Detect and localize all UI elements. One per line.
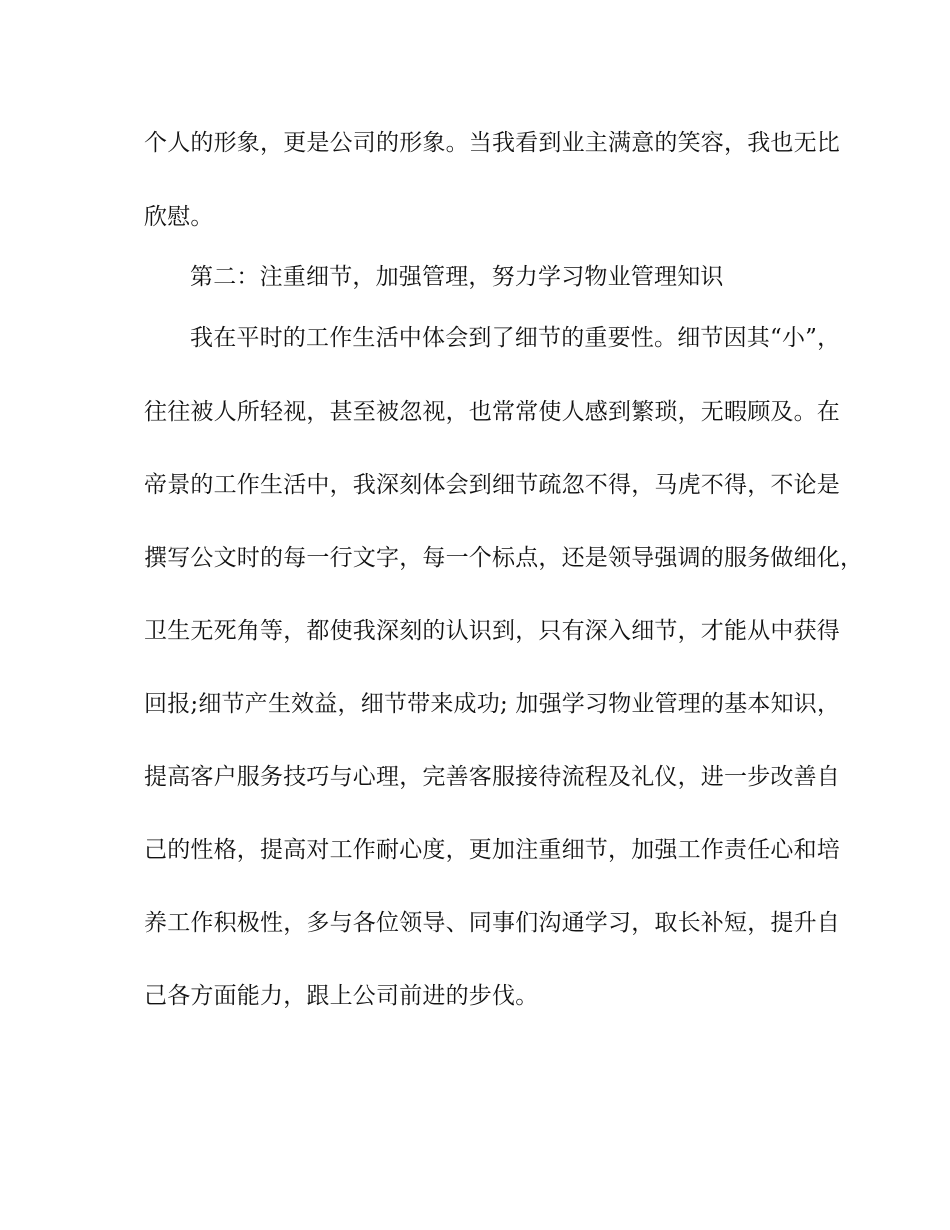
body-text-line: 回报;细节产生效益，细节带来成功; 加强学习物业管理的基本知识， xyxy=(144,691,841,717)
body-text-line: 养工作积极性，多与各位领导、同事们沟通学习，取长补短，提升自 xyxy=(144,910,840,936)
body-text-line: 我在平时的工作生活中体会到了细节的重要性。细节因其“小”， xyxy=(190,325,841,351)
body-text-line: 往往被人所轻视，甚至被忽视，也常常使人感到繁琐，无暇顾及。在 xyxy=(144,399,840,425)
body-text-line: 己各方面能力，跟上公司前进的步伐。 xyxy=(144,983,539,1009)
body-text-line: 个人的形象，更是公司的形象。当我看到业主满意的笑容，我也无比 xyxy=(144,130,840,156)
body-text-line: 卫生无死角等，都使我深刻的认识到，只有深入细节，才能从中获得 xyxy=(144,618,840,644)
section-heading: 第二：注重细节，加强管理，努力学习物业管理知识 xyxy=(190,264,724,290)
body-text-line: 提高客户服务技巧与心理，完善客服接待流程及礼仪，进一步改善自 xyxy=(144,764,840,790)
body-text-line: 己的性格，提高对工作耐心度，更加注重细节，加强工作责任心和培 xyxy=(144,837,840,863)
body-text-line: 欣慰。 xyxy=(144,204,214,230)
body-text-line: 帝景的工作生活中，我深刻体会到细节疏忽不得，马虎不得，不论是 xyxy=(144,472,840,498)
body-text-line: 撰写公文时的每一行文字，每一个标点，还是领导强调的服务做细化， xyxy=(144,545,864,571)
